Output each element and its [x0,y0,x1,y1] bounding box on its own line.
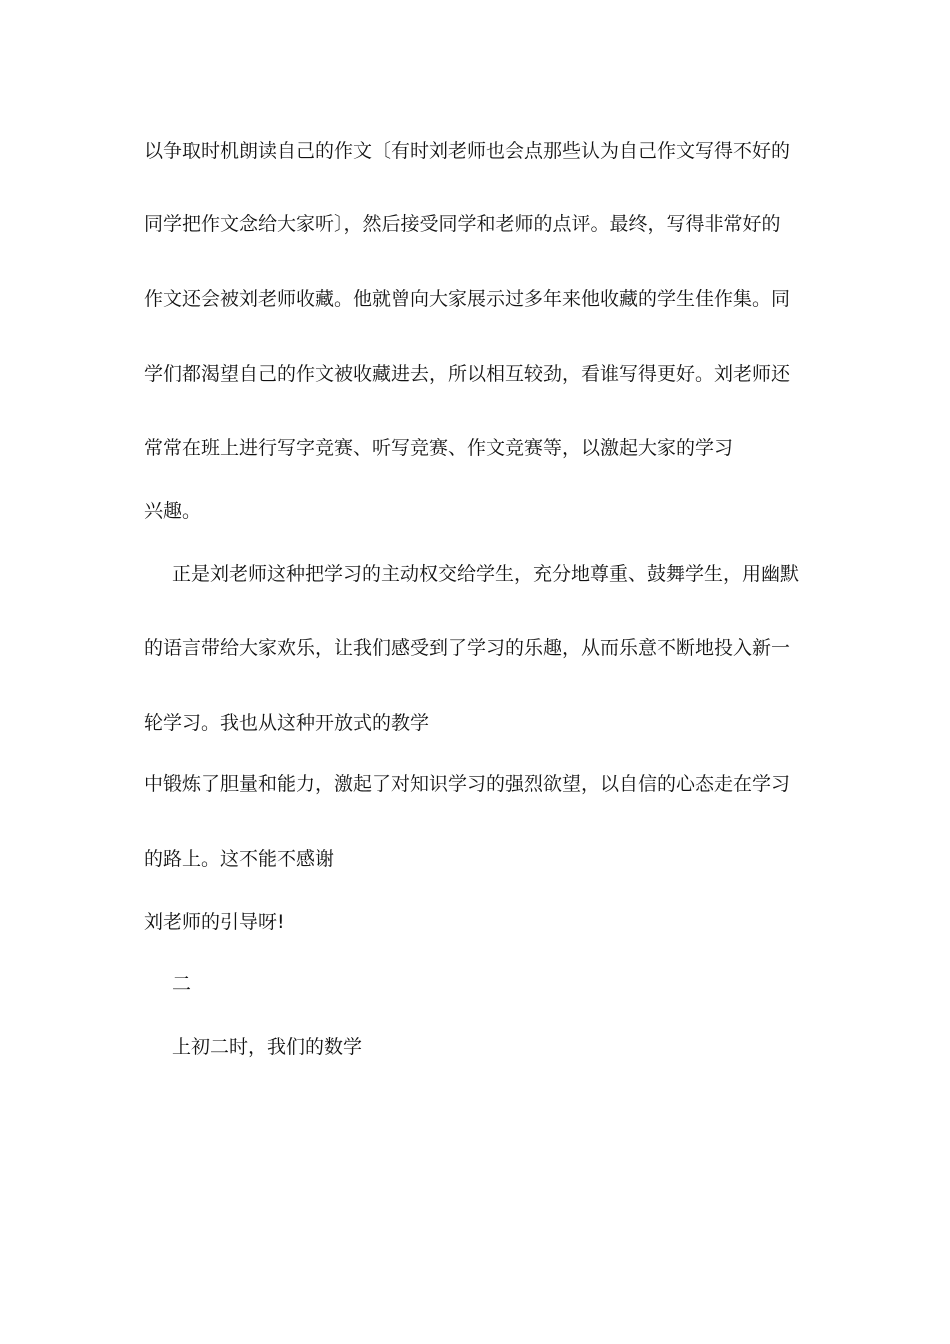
text-line-2: 同学把作文念给大家听〕，然后接受同学和老师的点评。最终，写得非常好的 [144,213,781,235]
text-line-6: 兴趣。 [144,500,202,522]
text-line-8: 的语言带给大家欢乐，让我们感受到了学习的乐趣，从而乐意不断地投入新一 [144,637,791,659]
text-line-10: 中锻炼了胆量和能力，激起了对知识学习的强烈欲望，以自信的心态走在学习 [144,773,791,795]
text-line-14: 上初二时，我们的数学 [172,1036,363,1058]
text-line-3: 作文还会被刘老师收藏。他就曾向大家展示过多年来他收藏的学生佳作集。同 [144,288,791,310]
text-line-12: 刘老师的引导呀! [144,911,285,933]
text-line-9: 轮学习。我也从这种开放式的教学 [144,712,430,734]
text-line-7: 正是刘老师这种把学习的主动权交给学生，充分地尊重、鼓舞学生，用幽默 [172,563,800,585]
text-line-11: 的路上。这不能不感谢 [144,848,335,870]
text-line-5: 常常在班上进行写字竞赛、听写竞赛、作文竞赛等，以激起大家的学习 [144,437,734,459]
text-line-1: 以争取时机朗读自己的作文〔有时刘老师也会点那些认为自己作文写得不好的 [144,140,791,162]
section-heading: 二 [172,973,192,995]
text-line-4: 学们都渴望自己的作文被收藏进去，所以相互较劲，看谁写得更好。刘老师还 [144,363,791,385]
